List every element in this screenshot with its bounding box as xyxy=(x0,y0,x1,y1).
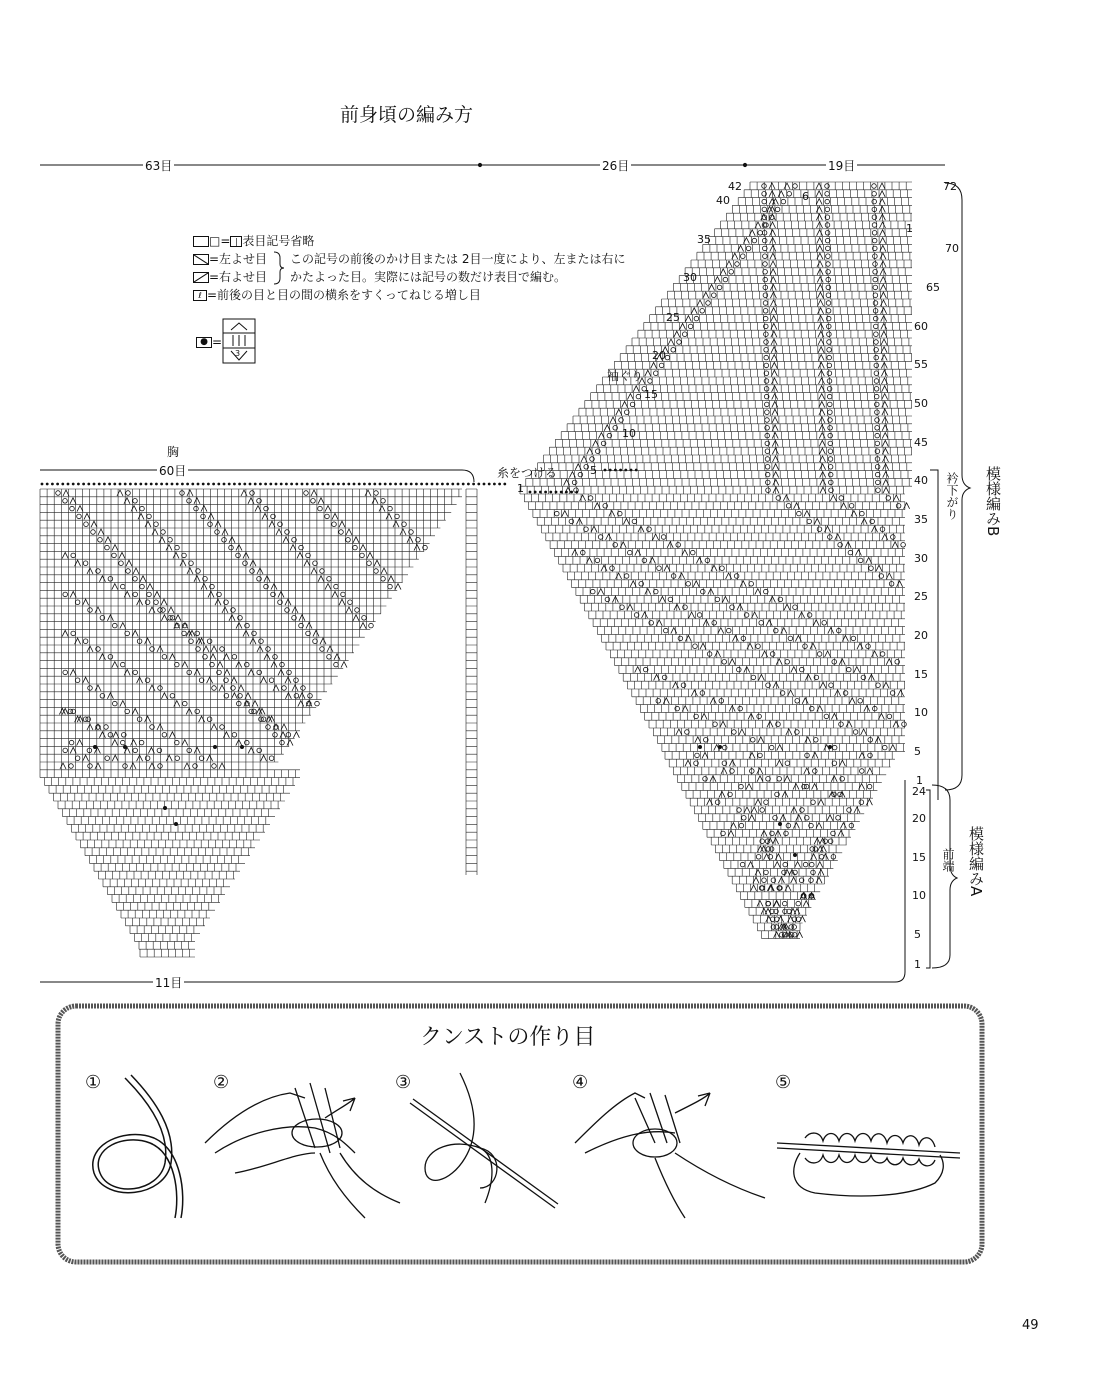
dim-26: 26目 xyxy=(602,159,630,173)
row-b-30: 30 xyxy=(914,552,928,565)
armhole-count-42: 42 xyxy=(728,180,742,193)
step-4-number: ④ xyxy=(572,1072,589,1093)
front-edge-label: 前端 xyxy=(941,848,955,872)
twist-inc-icon: ℓ xyxy=(193,290,207,301)
legend-right-dec-text: =右よせ目 xyxy=(209,270,268,284)
row-b-1: 1 xyxy=(916,774,923,787)
step1-illustration xyxy=(93,1075,183,1218)
legend-dec-note xyxy=(290,250,625,286)
row-a-10: 10 xyxy=(912,889,926,902)
row-a-15: 15 xyxy=(912,851,926,864)
legend-knit-note: 表目記号省略 xyxy=(242,234,315,248)
neck-drop-label: 衿下がり xyxy=(945,472,959,520)
row-b-50: 50 xyxy=(914,397,928,410)
page-title: 前身頃の編み方 xyxy=(340,104,474,126)
armhole-count-5: 5 xyxy=(590,464,597,477)
row-a-24: 24 xyxy=(912,785,926,798)
row-a-20: 20 xyxy=(912,812,926,825)
step-2-number: ② xyxy=(213,1072,230,1093)
legend-dec-note-1: この記号の前後のかけ目または 2目一度により、左または右に xyxy=(290,252,626,266)
legend-twist-inc-text: =前後の目と目の間の横糸をすくってねじる増し目 xyxy=(207,288,481,302)
row-b-70: 70 xyxy=(945,242,959,255)
row-b-55: 55 xyxy=(914,358,928,371)
step2-illustration xyxy=(205,1083,400,1218)
armhole-count-25: 25 xyxy=(666,311,680,324)
row-a-5: 5 xyxy=(914,928,921,941)
row-b-72: 72 xyxy=(943,180,957,193)
step5-illustration xyxy=(777,1133,960,1196)
attach-yarn-label: 糸をつける xyxy=(497,466,558,480)
step-3-number: ③ xyxy=(395,1072,412,1093)
legend-blank-icon xyxy=(193,236,209,247)
legend-dot xyxy=(196,333,222,351)
legend-knit xyxy=(193,232,481,250)
left-dec-icon xyxy=(193,254,209,265)
row-b-35: 35 xyxy=(914,513,928,526)
right-dec-icon xyxy=(193,272,209,283)
step3-illustration xyxy=(410,1073,558,1208)
row-b-65: 65 xyxy=(926,281,940,294)
armhole-count-35: 35 xyxy=(697,233,711,246)
row-a-1: 1 xyxy=(914,958,921,971)
row-b-60: 60 xyxy=(914,320,928,333)
legend-dec-note-2: かたよった目。実際には記号の数だけ表目で編む。 xyxy=(290,270,567,284)
dim-63: 63目 xyxy=(145,159,173,173)
pattern-a-label: 模様編みA xyxy=(967,826,985,897)
row-b-20: 20 xyxy=(914,629,928,642)
row-b-5: 5 xyxy=(914,745,921,758)
dim-11: 11目 xyxy=(155,976,183,990)
knit-stitch-icon: | xyxy=(230,236,242,247)
armhole-count-10: 10 xyxy=(622,427,636,440)
row-b-25: 25 xyxy=(914,590,928,603)
chest-label: 胸 xyxy=(167,445,180,459)
legend-dot-eq: = xyxy=(212,335,223,349)
step-5-number: ⑤ xyxy=(775,1072,792,1093)
dim-19: 19目 xyxy=(828,159,856,173)
attach-mark-1: 1 xyxy=(517,482,524,495)
kunst-title: クンストの作り目 xyxy=(420,1025,596,1050)
legend-brace xyxy=(272,250,286,286)
legend-twist-inc xyxy=(193,286,481,304)
armhole-count-15: 15 xyxy=(644,388,658,401)
top-mark-6: 6 xyxy=(802,190,809,203)
dot-stitch-icon: ● xyxy=(196,337,212,348)
row-b-40: 40 xyxy=(914,474,928,487)
row-b-10: 10 xyxy=(914,706,928,719)
row-b-45: 45 xyxy=(914,436,928,449)
legend-eq: □= xyxy=(209,234,231,248)
armhole-count-40: 40 xyxy=(716,194,730,207)
pattern-b-label: 模様編みB xyxy=(984,466,1002,537)
top-mark-1: 1 xyxy=(906,222,913,235)
step-1-number: ① xyxy=(85,1072,102,1093)
armhole-count-30: 30 xyxy=(683,271,697,284)
armhole-count-20: 20 xyxy=(652,349,666,362)
page-number: 49 xyxy=(1022,1318,1039,1333)
row-b-15: 15 xyxy=(914,668,928,681)
left-front-grid xyxy=(40,489,477,957)
step4-illustration xyxy=(575,1093,765,1218)
legend-left-dec-text: =左よせ目 xyxy=(209,252,268,266)
dot-box-3: 3 xyxy=(235,349,241,358)
dim-60: 60目 xyxy=(159,464,187,478)
armhole-label: 袖ぐり xyxy=(607,369,644,383)
